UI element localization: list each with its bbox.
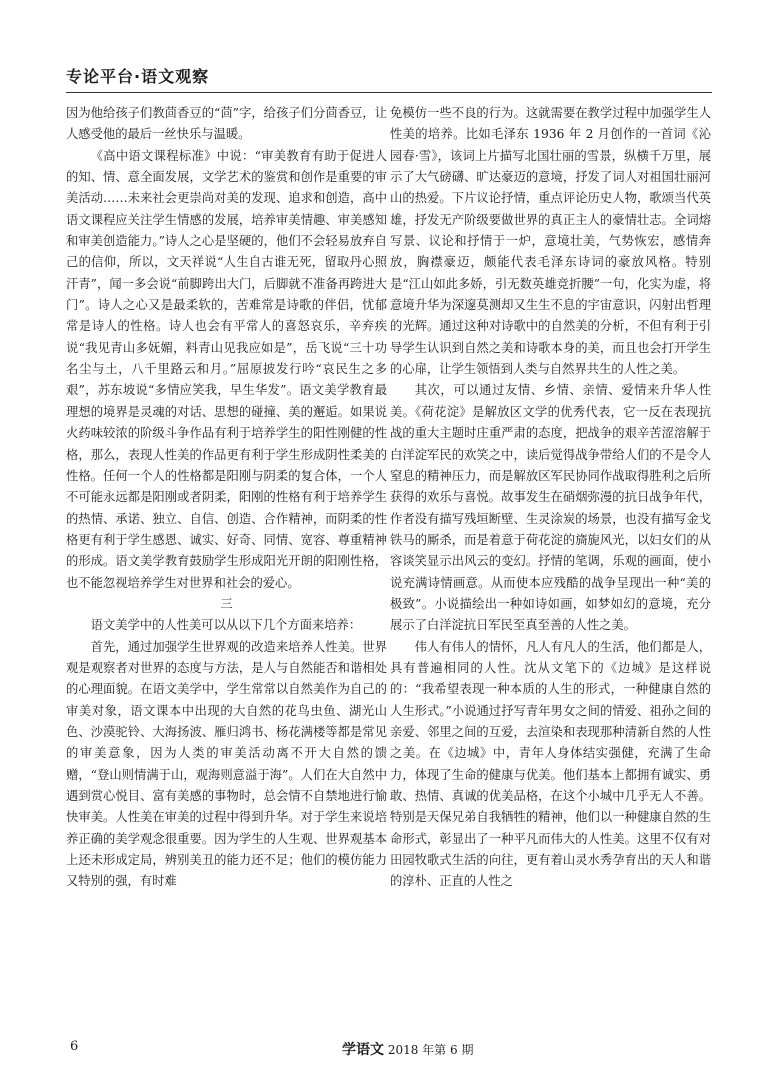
paragraph: 因为他给孩子们教茴香豆的“茴”字，给孩子们分茴香豆，让人感受他的最后一丝快乐与温暖。 <box>66 106 387 142</box>
paragraph: 其次，可以通过友情、乡情、亲情、爱情来升华人性美。《荷花淀》是解放区文学的优秀代表，它一反在表现抗战的重大主题时庄重严肃的态度，把战争的艰辛苦涩溶解于白洋淀军民的欢笑之中，读后觉得战争带给人们的不是令人窒息的精神压力，而是解放区军民协同作战取得胜利之后所获得的欢乐与喜悦。故事发生在硝烟弥漫的抗日战争年代，作者没有描写残垣断壁、生灵涂炭的场景，也没有描写金戈铁马的厮杀，而是着意于荷花淀的旖旎风光，以妇女们的从容谈笑显示出风云的变幻。抒情的笔调，乐观的画面，使小说充满诗情画意。从而使本应残酷的战争呈现出一种“美的极致”。小说描绘出一种如诗如画，如梦如幻的意境，充分展示了白洋淀抗日军民至真至善的人性之美。 <box>390 383 711 633</box>
paragraph: 《高中语文课程标准》中说：“审美教育有助于促进人的知、情、意全面发展，文学艺术的鉴赏和创作是重要的审美活动……未来社会更崇尚对美的发现、追求和创造，高中语文课程应关注学生情感的发展，培养审美情趣、审美感知和审美创造能力。”诗人之心是坚硬的，他们不会轻易放弃自己的信仰，所以，文天祥说“人生自古谁无死，留取丹心照汗青”，闻一多会说“前脚跨出大门，后脚就不准备再跨进大门”。诗人之心又是最柔软的，苦难常是诗歌的伴侣，忧郁常是诗人的性格。诗人也会有平常人的喜怒哀乐，辛弃疾说“我见青山多妩媚，料青山见我应如是”，岳飞说“三十功名尘与土，八千里路云和月。”屈原披发行吟“哀民生之多艰”，苏东坡说“多情应笑我，早生华发”。语文美学教育最理想的境界是灵魂的对话、思想的碰撞、美的邂逅。如果说火药味较浓的阶级斗争作品有利于培养学生的阳性刚健的性格，那么，表现人性美的作品更有利于学生形成阴性柔美的性格。任何一个人的性格都是阳刚与阴柔的复合体，一个人不可能永远都是阳刚或者阴柔，阳刚的性格有利于培养学生的热情、承诺、独立、自信、创造、合作精神，而阴柔的性格更有利于学生感恩、诚实、好奇、同情、宽容、尊重精神的形成。语文美学教育鼓励学生形成阳光开朗的阳刚性格，也不能忽视培养学生对世界和社会的爱心。 <box>66 148 387 590</box>
paragraph: 语文美学中的人性美可以从以下几个方面来培养： <box>90 618 362 633</box>
page-number: 6 <box>70 1039 79 1054</box>
section-number: 三 <box>220 596 233 611</box>
journal-footer <box>342 1039 473 1057</box>
header-divider <box>66 92 712 93</box>
paragraph: 首先，通过加强学生世界观的改造来培养人性美。世界观是观察者对世界的态度与方法，是人与自然能否和谐相处的心理面貌。在语文美学中，学生常常以自然美作为自己的审美对象，语文课本中出现的大自然的花鸟虫鱼、湖光山色、沙漠驼铃、大海扬波、雁归鸿书、杨花满楼等都是常见的审美意象，因为人类的审美活动离不开大自然的馈赠，“登山则情满于山，观海则意溢于海”。人们在大自然中遇到赏心悦目、富有美感的事物时，总会情不自禁地进行愉快审美。人性美在审美的过程中得到升华。对于学生来说培养正确的美学观念很重要。因为学生的人生观、世界观基本上还未形成定局，辨别美丑的能力还不足；他们的模仿能力又特别的强，有时难 <box>66 639 387 889</box>
section-header: 专论平台·语文观察 <box>66 67 210 86</box>
paragraph: 免模仿一些不良的行为。这就需要在教学过程中加强学生人性美的培养。比如毛泽东 1936 年 2 月创作的一首词《沁园春·雪》，该词上片描写北国壮丽的雪景，纵横千万里，展示了大气磅礴、旷达豪迈的意境，抒发了词人对祖国壮丽河山的热爱。下片议论抒情，重点评论历史人物，歌颂当代英雄，抒发无产阶级要做世界的真正主人的豪情壮志。全词熔写景、议论和抒情于一炉，意境壮美，气势恢宏，感情奔放，胸襟豪迈，颇能代表毛泽东诗词的豪放风格。特别是“江山如此多娇，引无数英雄竞折腰”一句，化实为虚，将意境升华为深邃莫测却又生生不息的宇宙意识，闪射出哲理的光辉。通过这种对诗歌中的自然美的分析，不但有利于引导学生认识到自然之美和诗歌本身的美，而且也会打开学生的心扉，让学生领悟到人类与自然界共生的人性之美。 <box>390 106 711 377</box>
journal-name: 学语文 <box>342 1042 384 1058</box>
journal-issue: 2018 年第 6 期 <box>387 1043 474 1057</box>
paragraph: 伟人有伟人的情怀，凡人有凡人的生活，他们都是人，具有普遍相同的人性。沈从文笔下的《边城》是这样说的：“我希望表现一种本质的人生的形式，一种健康自然的人生形式。”小说通过抒写青年男女之间的情爱、祖孙之间的亲爱、邻里之间的互爱，去渲染和表现那种清新自然的人性之美。在《边城》中，青年人身体结实强健，充满了生命力，体现了生命的健康与优美。他们基本上都拥有诚实、勇敢、热情、真诚的优美品格，在这个小城中几乎无人不善。特别是天保兄弟自我牺牲的精神，他们以一种健康自然的生命形式，彰显出了一种平凡而伟大的人性美。这里不仅有对田园牧歌式生活的向往，更有着山灵水秀孕育出的天人和谐的淳朴、正直的人性之 <box>390 639 711 889</box>
left-column <box>66 103 387 893</box>
right-column <box>390 103 711 893</box>
